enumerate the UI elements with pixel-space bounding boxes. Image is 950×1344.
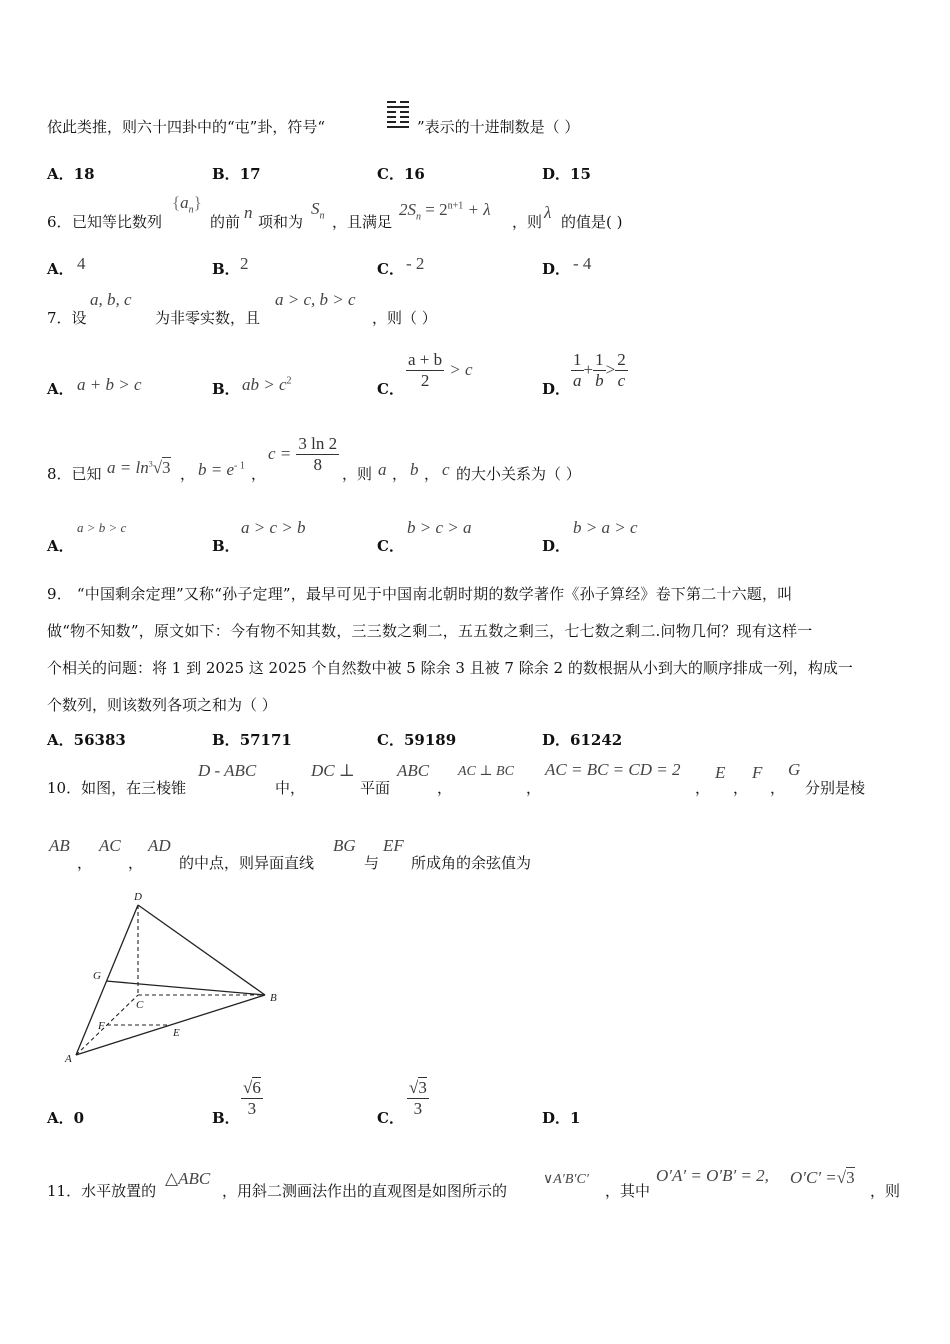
q10-option-c[interactable]: C． <box>377 1109 404 1127</box>
q10-text-1: 中， <box>275 779 306 797</box>
edge-db <box>138 905 265 995</box>
q8-comma-3: ， <box>392 465 408 483</box>
q10-lengths: AC = BC = CD = 2 <box>545 760 681 779</box>
q8-option-d[interactable]: D． <box>542 537 571 555</box>
q11-text-1: ，用斜二测画法作出的直观图是如图所示的 <box>222 1182 508 1200</box>
q6-lambda: λ <box>544 203 552 222</box>
label-a: A <box>65 1053 72 1065</box>
q10-tetrahedron: D - ABC <box>198 761 257 780</box>
q8-option-c[interactable]: C． <box>377 537 404 555</box>
q6-option-c-value: - 2 <box>406 254 425 273</box>
q6-n: n <box>244 203 253 222</box>
q6-number: 6． <box>47 213 72 231</box>
q10-point-g: G <box>788 760 801 779</box>
q10-text-5: 与 <box>364 854 380 872</box>
q10-line-bg: BG <box>333 836 356 855</box>
q8-comma-4: ， <box>424 465 440 483</box>
q5-option-b[interactable]: B．17 <box>212 165 261 183</box>
label-f: F <box>98 1020 105 1032</box>
q6-option-c[interactable]: C． <box>377 260 404 278</box>
q6-text-2: 的前 <box>210 213 241 231</box>
q11-text-2: ，其中 <box>605 1182 651 1200</box>
q10-comma-1: ， <box>437 779 453 797</box>
q11-text-3: ，则 <box>870 1182 901 1200</box>
q7-option-a[interactable]: A． <box>47 380 74 398</box>
tetrahedron-figure <box>60 885 290 1070</box>
label-c: C <box>136 999 144 1011</box>
q8-number: 8．已知 <box>47 465 102 483</box>
q7-option-a-expr: a + b > c <box>77 375 142 394</box>
q10-text-3: 分别是棱 <box>805 779 866 797</box>
q10-text-4: 的中点，则异面直线 <box>179 854 315 872</box>
q9-line-2: 做“物不知数”，原文如下：今有物不知其数，三三数之剩二，五五数之剩三，七七数之剩二.问物几何？现有这样一 <box>47 622 813 640</box>
q11-triangle-prime: ∨A′B′C′ <box>543 1172 589 1187</box>
q8-option-d-expr: b > a > c <box>573 518 638 537</box>
q7-number: 7．设 <box>47 309 87 327</box>
q8-text-1: ，则 <box>342 465 373 483</box>
q8-var-c: c <box>442 460 450 479</box>
q7-option-c[interactable]: C． <box>377 380 404 398</box>
q6-sequence: $\{a_n\}$ <box>172 193 202 216</box>
q10-option-c-expr: $\frac{√3}{3}$ <box>409 1078 427 1118</box>
label-d: D <box>134 891 142 903</box>
q10-option-a[interactable]: A．0 <box>47 1109 85 1127</box>
q8-option-c-expr: b > c > a <box>407 518 472 537</box>
q6-option-b[interactable]: B． <box>212 260 240 278</box>
q8-text-2: 的大小关系为（ ） <box>456 465 581 483</box>
edge-da <box>76 905 138 1055</box>
q9-line-1: 9． “中国剩余定理”又称“孙子定理”，最早可见于中国南北朝时期的数学著作《孙子算经》卷下第二十六题，叫 <box>47 585 793 603</box>
q6-text-6: 的值是( ) <box>561 213 623 231</box>
q10-comma-2: ， <box>526 779 542 797</box>
q10-dc-perp: DC ⊥ <box>311 761 355 780</box>
q6-text-1: 已知等比数列 <box>72 213 163 231</box>
q10-ac-perp-bc: AC ⊥ BC <box>458 764 514 779</box>
q10-edge-ab: AB <box>49 836 70 855</box>
hexagram-zhun-icon <box>387 100 409 128</box>
q11-eq-2: O′C′ =√3 <box>790 1168 855 1187</box>
q7-option-c-expr: $\frac{a + b}{2}$ > c <box>408 350 473 390</box>
q10-point-e: E <box>715 763 726 782</box>
q5-option-a[interactable]: A．18 <box>47 165 95 183</box>
q5-option-c[interactable]: C．16 <box>377 165 425 183</box>
q10-comma-5: ， <box>770 779 786 797</box>
q11-number: 11．水平放置的 <box>47 1182 157 1200</box>
q6-option-b-value: 2 <box>240 254 249 273</box>
q10-text-2: 平面 <box>360 779 391 797</box>
q10-comma-7: ， <box>128 854 144 872</box>
label-g: G <box>93 970 101 982</box>
q6-text-5: ，则 <box>512 213 543 231</box>
q6-condition: $2S_n = 2^{n+1} + \lambda$ <box>399 200 491 223</box>
q7-text-1: 为非零实数，且 <box>155 309 261 327</box>
q8-var-b: b <box>410 460 419 479</box>
q6-text-3: 项和为 <box>258 213 304 231</box>
q6-option-d-value: - 4 <box>573 254 592 273</box>
q9-line-4: 个数列，则该数列各项之和为（ ） <box>47 696 277 714</box>
q6-option-a-value: 4 <box>77 254 86 273</box>
q6-option-a[interactable]: A． <box>47 260 74 278</box>
q10-edge-ac: AC <box>99 836 121 855</box>
q8-option-b[interactable]: B． <box>212 537 240 555</box>
q10-edge-ad: AD <box>148 836 171 855</box>
q8-comma-1: ， <box>180 465 196 483</box>
q6-option-d[interactable]: D． <box>542 260 571 278</box>
q7-condition: a > c, b > c <box>275 290 356 309</box>
q9-option-b[interactable]: B．57171 <box>212 731 292 749</box>
q8-option-b-expr: a > c > b <box>241 518 306 537</box>
q10-line-ef: EF <box>383 836 404 855</box>
q10-comma-6: ， <box>77 854 93 872</box>
q7-text-2: ，则（ ） <box>372 309 437 327</box>
q10-comma-3: ， <box>695 779 711 797</box>
q9-line-3: 个相关的问题：将 1 到 2025 这 2025 个自然数中被 5 除余 3 且被 7 除余 2 的数根据从小到大的顺序排成一列，构成一 <box>47 659 853 677</box>
q8-var-a: a <box>378 460 387 479</box>
q8-a-def: $a = \ln^3√3$ <box>107 458 171 477</box>
q7-option-d[interactable]: D． <box>542 380 571 398</box>
q7-vars: a, b, c <box>90 290 132 309</box>
q8-option-a-expr: a > b > c <box>77 520 127 535</box>
q8-comma-2: ， <box>251 465 267 483</box>
q8-c-def: c = $\frac{3 \ln 2}{8}$ <box>268 434 338 474</box>
q10-option-b[interactable]: B． <box>212 1109 240 1127</box>
q10-plane-abc: ABC <box>397 761 430 780</box>
q7-option-d-expr: $\frac{1}{a}$ + $\frac{1}{b}$ > $\frac{2}{c}$ <box>573 350 626 390</box>
q6-text-4: ，且满足 <box>332 213 393 231</box>
label-e: E <box>173 1027 180 1039</box>
q10-text-6: 所成角的余弦值为 <box>411 854 532 872</box>
q11-triangle-abc: △ABC <box>165 1169 211 1188</box>
q6-sn: $S_n$ <box>311 199 325 222</box>
q10-comma-4: ， <box>733 779 749 797</box>
q8-option-a[interactable]: A． <box>47 537 74 555</box>
q10-option-d[interactable]: D．1 <box>542 1109 581 1127</box>
q9-option-c[interactable]: C．59189 <box>377 731 457 749</box>
q8-b-def: $b = e^{- 1}$ <box>198 460 245 479</box>
q10-point-f: F <box>752 763 763 782</box>
q10-option-b-expr: $\frac{√6}{3}$ <box>243 1078 261 1118</box>
q9-option-d[interactable]: D．61242 <box>542 731 623 749</box>
label-b: B <box>270 992 277 1004</box>
q10-number: 10．如图，在三棱锥 <box>47 779 187 797</box>
q11-eq-1: O′A′ = O′B′ = 2, <box>656 1166 769 1185</box>
q9-option-a[interactable]: A．56383 <box>47 731 126 749</box>
q5-stem-b: ”表示的十进制数是（ ） <box>417 118 580 136</box>
q7-option-b-expr: ab > $c^2$ <box>242 375 292 394</box>
q5-option-d[interactable]: D．15 <box>542 165 591 183</box>
q7-option-b[interactable]: B． <box>212 380 240 398</box>
q5-stem-a: 依此类推，则六十四卦中的“屯”卦，符号“ <box>47 118 326 136</box>
segment-gb <box>106 981 265 995</box>
